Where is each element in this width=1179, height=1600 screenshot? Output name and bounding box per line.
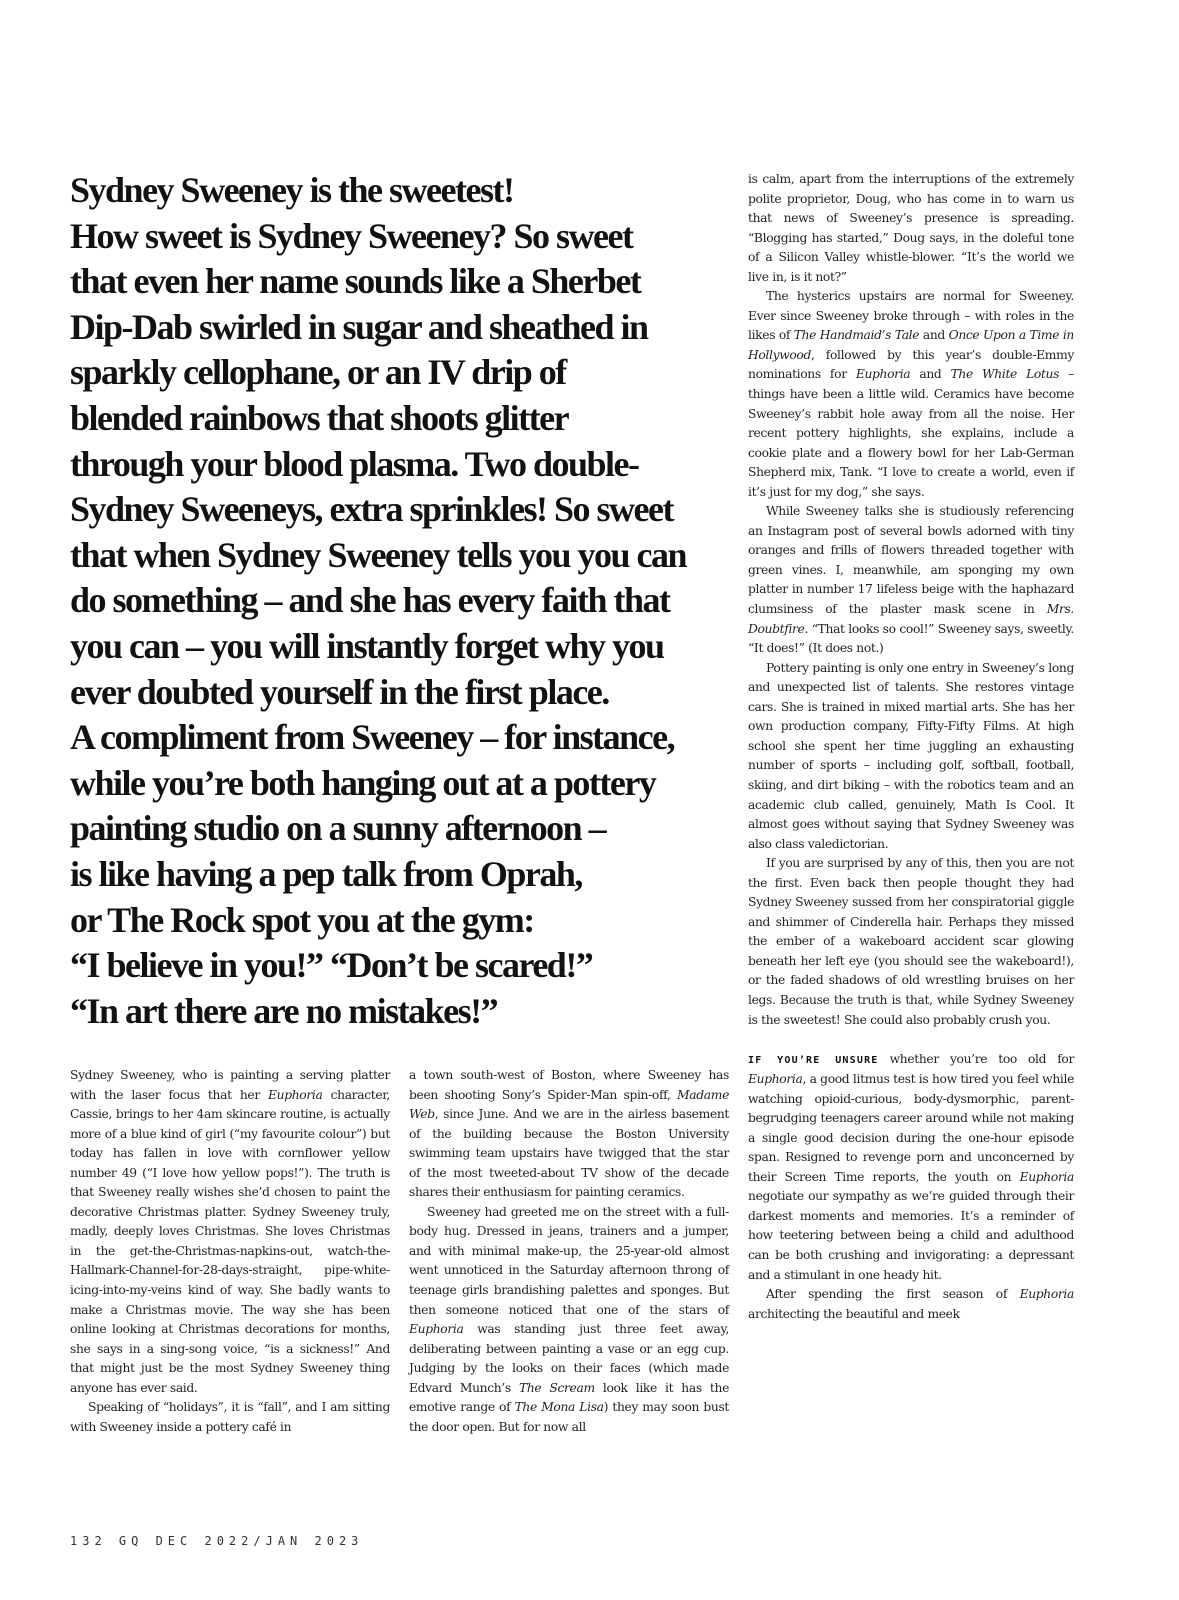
title-italic: Once Upon a Time in Hollywood xyxy=(748,328,1074,362)
paragraph: If you are surprised by any of this, then you are not the first. Even back then people thought they had Sydney Sweeney sussed from her conspiratorial giggle and shimmer of Cinderella hair. Perhaps they missed the ember of a wakeboard accident scar glowing beneath her left eye (you should see the wakeboard!), or the faded shadows of old wrestling bruises on her legs. Because the truth is that, while Sydney Sweeney is the sweetest! She could also probably crush you. xyxy=(748,856,1074,1027)
paragraph: Sydney Sweeney, who is painting a serving platter with the laser focus that her Euphoria character, Cassie, brings to her 4am skincare routine, is actually more of a blue kind of girl (“my favourite colour”) but today has fallen in love with cornflower yellow number 49 (“I love how yellow pops!”). The truth is that Sweeney really wishes she’d chosen to paint the decorative Christmas platter. Sydney Sweeney truly, madly, deeply loves Christmas. She loves Christmas in the get-the-Christmas-napkins-out, watch-the-Hallmark-Channel-for-28-days-straight, pipe-white-icing-into-my-veins kind of way. She badly wants to make a Christmas movie. The way she has been online looking at Christmas decorations for months, she says in a sing-song voice, “is a sickness!” And that might just be the most Sydney Sweeney thing anyone has ever said. xyxy=(70,1068,390,1395)
deck-line: or The Rock spot you at the gym: xyxy=(70,899,534,940)
headline-deck xyxy=(70,168,738,1034)
title-italic: Euphoria xyxy=(1019,1169,1074,1184)
paragraph: While Sweeney talks she is studiously referencing an Instagram post of several bowls adorned with tiny oranges and frills of flowers threaded together with green vines. I, meanwhile, am sponging my own platter in number 17 lifeless beige with the haphazard clumsiness of the plaster mask scene in Mrs. Doubtfire. “That looks so cool!” Sweeney says, sweetly. “It does!” (It does not.) xyxy=(748,504,1074,656)
title-italic: Euphoria xyxy=(748,1072,803,1087)
article-column-right xyxy=(748,170,1074,1324)
title-italic: The Mona Lisa xyxy=(514,1400,604,1415)
deck-line: “I believe in you!” “Don’t be scared!” xyxy=(70,945,593,986)
title-italic: The Handmaid’s Tale xyxy=(793,328,920,343)
title-italic: Madame Web xyxy=(409,1087,729,1122)
title-italic: Euphoria xyxy=(855,367,911,382)
deck-line: while you’re both hanging out at a pottery xyxy=(70,762,656,803)
deck-line: ever doubted yourself in the first place. xyxy=(70,671,609,712)
paragraph: Sweeney had greeted me on the street with a full-body hug. Dressed in jeans, trainers and a jumper, and with minimal make-up, the 25-year-old almost went unnoticed in the Saturday afternoon throng of teenage girls brandishing palettes and sponges. But then someone noticed that one of the stars of Euphoria was standing just three feet away, deliberating between painting a vase or an egg cup. Judging by the looks on their faces (which made Edvard Munch’s The Scream look like it has the emotive range of The Mona Lisa) they may soon bust the door open. But for now all xyxy=(409,1204,729,1434)
paragraph: Speaking of “holidays”, it is “fall”, and I am sitting with Sweeney inside a pottery café in xyxy=(70,1400,390,1434)
deck-line: that even her name sounds like a Sherbet xyxy=(70,261,641,302)
deck-line: Dip-Dab swirled in sugar and sheathed in xyxy=(70,306,648,347)
title-italic: Euphoria xyxy=(268,1087,323,1102)
deck-line: that when Sydney Sweeney tells you you can xyxy=(70,534,687,575)
article-column-2 xyxy=(409,1066,729,1437)
deck-line: Sydney Sweeneys, extra sprinkles! So sweet xyxy=(70,489,673,530)
deck-line: is like having a pep talk from Oprah, xyxy=(70,853,582,894)
deck-line: How sweet is Sydney Sweeney? So sweet xyxy=(70,215,633,256)
title-italic: Euphoria xyxy=(409,1322,464,1337)
paragraph: is calm, apart from the interruptions of the extremely polite proprietor, Doug, who has come in to warn us that news of Sweeney’s presence is spreading. “Blogging has started,” Doug says, in the doleful tone of a Silicon Valley whistle-blower. “It’s the world we live in, is it not?” xyxy=(748,172,1074,284)
deck-line: you can – you will instantly forget why you xyxy=(70,625,664,666)
paragraph: IF YOU’RE UNSURE whether you’re too old for Euphoria, a good litmus test is how tired you feel while watching opioid-curious, body-dysmorphic, parent-begrudging teenagers career around while not making a single good decision during the one-hour episode span. Resigned to revenge porn and unconcerned by their Screen Time reports, the youth on Euphoria negotiate our sympathy as we’re guided through their darkest moments and memories. It’s a reminder of how teetering between being a child and adulthood can be both crushing and invigorating: a depressant and a stimulant in one heady hit. xyxy=(748,1051,1074,1282)
title-italic: Euphoria xyxy=(1019,1287,1074,1302)
deck-line: through your blood plasma. Two double- xyxy=(70,443,639,484)
deck-line: A compliment from Sweeney – for instance, xyxy=(70,717,675,758)
deck-line: blended rainbows that shoots glitter xyxy=(70,397,569,438)
deck-line: Sydney Sweeney is the sweetest! xyxy=(70,170,514,210)
deck-line: “In art there are no mistakes!” xyxy=(70,990,498,1031)
deck-line: painting studio on a sunny afternoon – xyxy=(70,808,606,849)
section-lead-in: IF YOU’RE UNSURE xyxy=(748,1054,879,1066)
page-folio: 132 GQ DEC 2022/JAN 2023 xyxy=(70,1534,364,1548)
article-column-1 xyxy=(70,1066,390,1437)
paragraph: After spending the first season of Euphoria architecting the beautiful and meek xyxy=(748,1287,1074,1321)
title-italic: The White Lotus xyxy=(950,367,1060,382)
paragraph: a town south-west of Boston, where Sweeney has been shooting Sony’s Spider-Man spin-off, Madame Web, since June. And we are in the airless basement of the building because the Boston University swimming team upstairs have twigged that the star of the most tweeted-about TV show of the decade shares their enthusiasm for painting ceramics. xyxy=(409,1068,729,1200)
paragraph: The hysterics upstairs are normal for Sweeney. Ever since Sweeney broke through – with roles in the likes of The Handmaid’s Tale and Once Upon a Time in Hollywood, followed by this year’s double-Emmy nominations for Euphoria and The White Lotus – things have been a little wild. Ceramics have become Sweeney’s rabbit hole away from all the noise. Her recent pottery highlights, she explains, include a cookie plate and a flowery bowl for her Lab-German Shepherd mix, Tank. “I love to create a world, even if it’s just for my dog,” she says. xyxy=(748,289,1075,499)
title-italic: The Scream xyxy=(518,1380,595,1395)
deck-line: sparkly cellophane, or an IV drip of xyxy=(70,352,566,393)
paragraph: Pottery painting is only one entry in Sweeney’s long and unexpected list of talents. She restores vintage cars. She is trained in mixed martial arts. She has her own production company, Fifty-Fifty Films. At high school she spent her time juggling an exhausting number of sports – including golf, softball, football, skiing, and dirt biking – with the robotics team and an academic club called, genuinely, Math Is Cool. It almost goes without saying that Sydney Sweeney was also class valedictorian. xyxy=(748,660,1074,851)
deck-line: do something – and she has every faith that xyxy=(70,580,670,621)
title-italic: Mrs. Doubtfire xyxy=(748,602,1074,636)
